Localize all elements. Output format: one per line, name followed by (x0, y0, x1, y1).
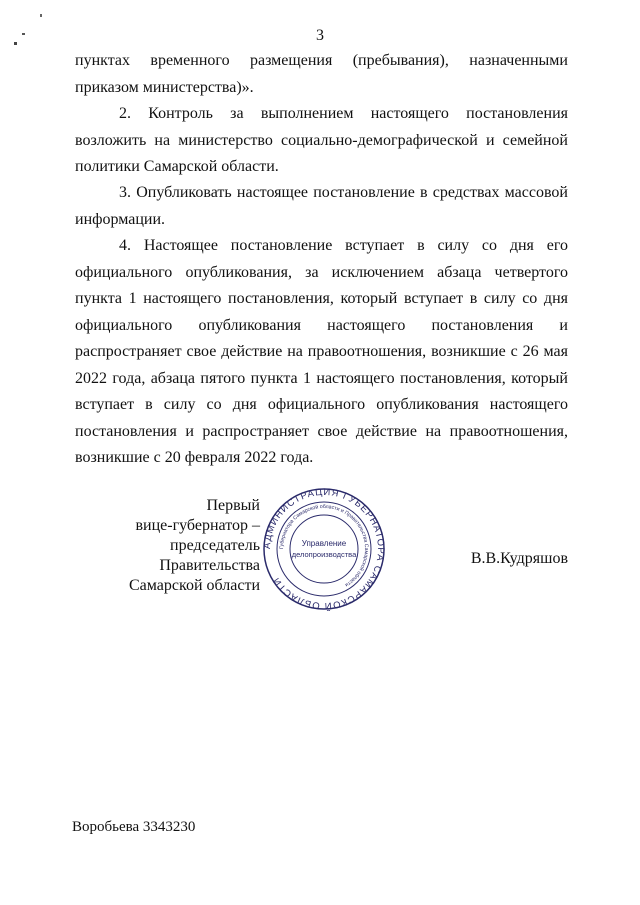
signer-line: Первый (206, 497, 260, 514)
paragraph-item-4: 4. Настоящее постановление вступает в силу со дня его официального опубликования, за исключением абзаца четвертого пункта 1 настоящего постановления, который вступает в силу со дня официального опубликования настоящего постановления и распространяет свое действие на правоотношения, возникшие с 26 мая 2022 года, абзаца пятого пункта 1 настоящего постановления, который вступает в силу со дня официального опубликования настоящего постановления и распространяет свое действие на правоотношения, возникшие с 20 февраля 2022 года. (75, 237, 568, 466)
signer-line: вице-губернатор – (135, 517, 260, 534)
executor-contact: Воробьева 3343230 (72, 819, 196, 835)
paragraph-continuation: пунктах временного размещения (пребывания), назначенными приказом министерства)». (75, 52, 568, 96)
signatory-name: В.В.Кудряшов (470, 550, 568, 567)
paragraph-item-2: 2. Контроль за выполнением настоящего постановления возложить на министерство социально-демографической и семейной политики Самарской области. (75, 105, 568, 175)
scan-mark (14, 42, 17, 45)
seal-outer-text: АДМИНИСТРАЦИЯ ГУБЕРНАТОРА САМАРСКОЙ ОБЛАСТИ (262, 487, 386, 611)
signer-line: председатель Правительства (159, 537, 260, 574)
page-number: 3 (316, 27, 324, 44)
paragraph-item-3: 3. Опубликовать настоящее постановление в средствах массовой информации. (75, 184, 568, 228)
signer-line: Самарской области (129, 577, 260, 594)
seal-inner-line: делопроизводства (291, 550, 357, 559)
seal-inner-ring (290, 515, 358, 583)
official-seal (262, 487, 386, 611)
scan-mark (22, 33, 25, 35)
seal-inner-line: Управление (301, 539, 347, 548)
scan-mark (40, 14, 42, 17)
seal-graphic (262, 487, 386, 611)
seal-middle-ring (277, 502, 371, 596)
seal-middle-text: Губернатора Самарской области и Правительства Самарской области (278, 503, 370, 588)
signer-title (95, 496, 260, 596)
